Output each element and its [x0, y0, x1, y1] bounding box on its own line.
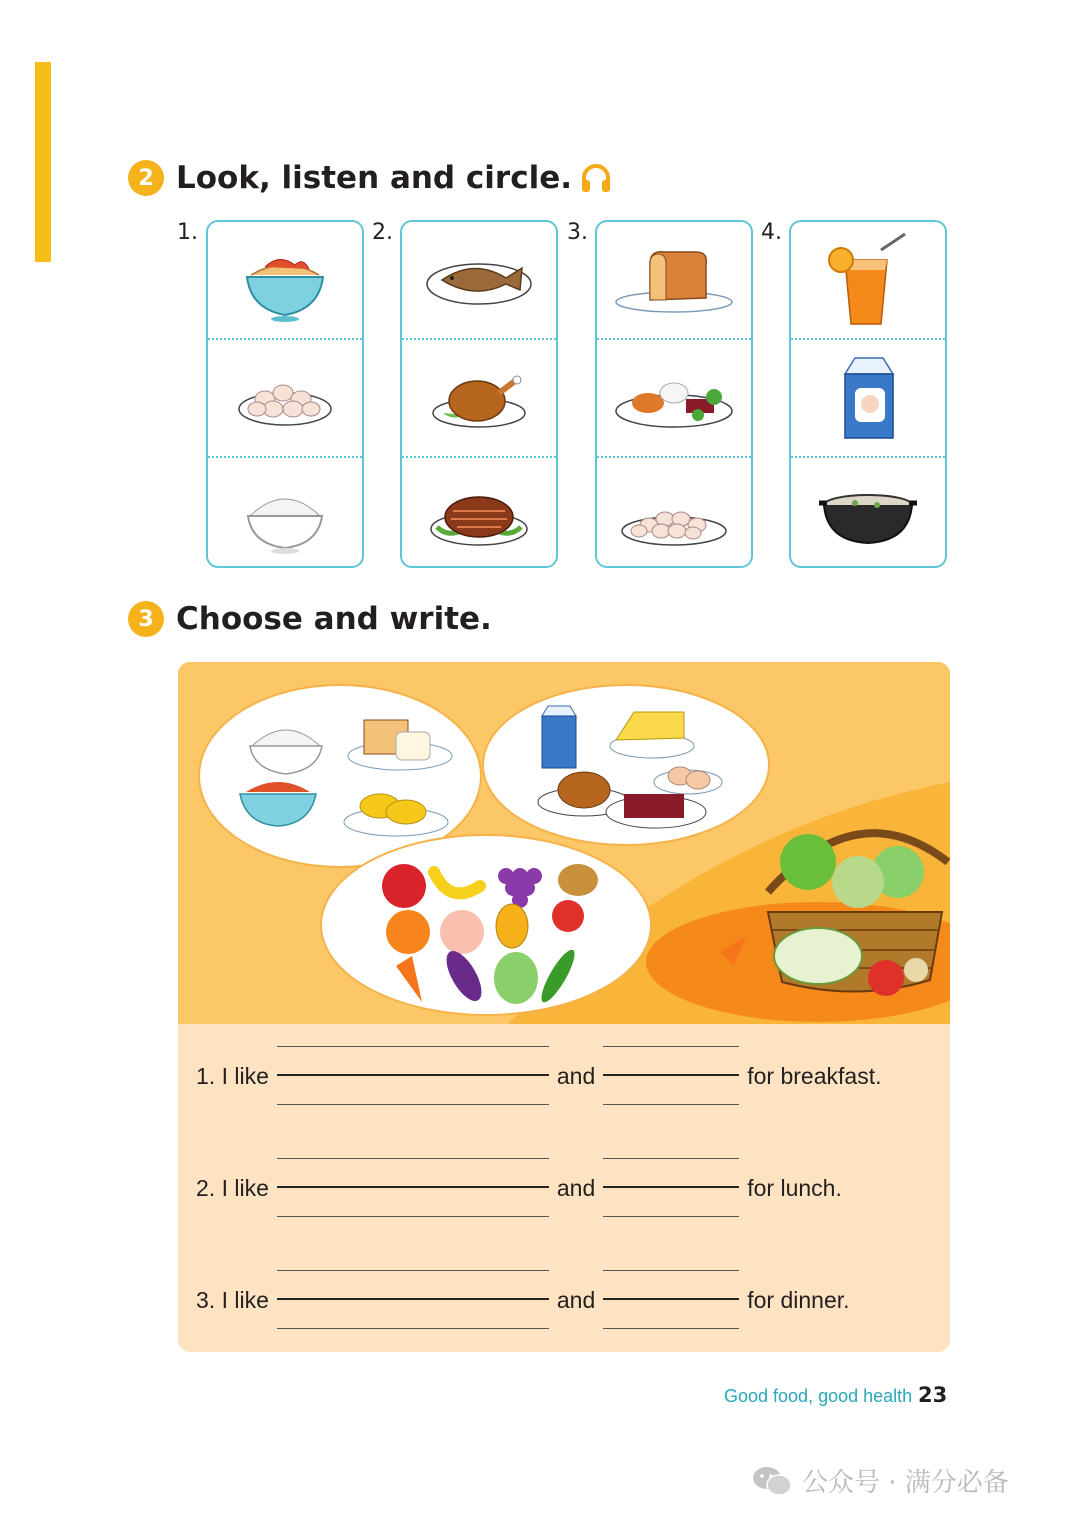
answer-blank[interactable]	[603, 1046, 739, 1106]
sentence-start: 2. I like	[196, 1174, 269, 1201]
answer-blank[interactable]	[277, 1158, 549, 1218]
soup-icon	[813, 481, 923, 551]
sentence-start: 3. I like	[196, 1286, 269, 1313]
sentence-end: for lunch.	[747, 1174, 842, 1201]
sentence-and: and	[556, 1286, 596, 1313]
wechat-icon	[752, 1464, 792, 1498]
answer-blank[interactable]	[603, 1158, 739, 1218]
rice-icon	[240, 476, 330, 556]
sentence-and: and	[556, 1062, 596, 1089]
food-option[interactable]	[402, 338, 556, 456]
steak-icon	[427, 481, 531, 551]
exercise-2-heading	[128, 160, 612, 196]
answer-blank[interactable]	[277, 1270, 549, 1330]
food-card-4	[789, 220, 947, 568]
juice-icon	[823, 230, 913, 330]
sentence-1	[196, 1046, 881, 1106]
food-option[interactable]	[791, 338, 945, 456]
sentence-2	[196, 1158, 842, 1218]
bread-icon	[614, 240, 734, 320]
food-groups-illustration	[178, 662, 950, 1352]
dumplings-icon	[235, 363, 335, 433]
sentence-end: for breakfast.	[747, 1062, 882, 1089]
card-number: 2.	[372, 220, 393, 245]
side-accent-bar	[35, 62, 51, 262]
food-option[interactable]	[402, 222, 556, 338]
watermark-text: 公众号 · 满分必备	[802, 1468, 1009, 1498]
exercise-number-badge: 2	[128, 160, 164, 196]
food-option[interactable]	[597, 222, 751, 338]
card-number: 1.	[177, 220, 198, 245]
card-number: 4.	[761, 220, 782, 245]
vegetable-basket-icon	[698, 802, 950, 1012]
answer-blank[interactable]	[277, 1046, 549, 1106]
food-option[interactable]	[208, 222, 362, 338]
exercise-3-heading	[128, 601, 492, 637]
dumplings-icon	[619, 481, 729, 551]
food-card-1	[206, 220, 364, 568]
headphones-icon	[580, 163, 612, 193]
fish-icon	[424, 250, 534, 310]
exercise-number-badge: 3	[128, 601, 164, 637]
sentence-and: and	[556, 1174, 596, 1201]
fruit-veg-foods-icon	[322, 836, 650, 1014]
sentence-end: for dinner.	[747, 1286, 850, 1313]
sentence-start: 1. I like	[196, 1062, 269, 1089]
food-card-2	[400, 220, 558, 568]
food-option[interactable]	[791, 222, 945, 338]
page-number: 23	[918, 1383, 948, 1407]
food-option[interactable]	[597, 456, 751, 574]
answer-blank[interactable]	[603, 1270, 739, 1330]
food-card-3	[595, 220, 753, 568]
sentence-3	[196, 1270, 850, 1330]
chicken-icon	[429, 363, 529, 433]
food-option[interactable]	[597, 338, 751, 456]
fruit-veg-plate	[320, 834, 652, 1016]
food-option[interactable]	[791, 456, 945, 574]
food-option[interactable]	[208, 338, 362, 456]
exercise-title: Choose and write.	[176, 601, 492, 637]
noodles-icon	[235, 235, 335, 325]
card-number: 3.	[567, 220, 588, 245]
exercise-title: Look, listen and circle.	[176, 160, 573, 196]
milk-icon	[833, 348, 903, 448]
unit-title-footer: Good food, good health	[724, 1386, 913, 1406]
watermark	[752, 1462, 1009, 1499]
food-option[interactable]	[402, 456, 556, 574]
food-option[interactable]	[208, 456, 362, 574]
meat-and-vegetables-icon	[614, 363, 734, 433]
